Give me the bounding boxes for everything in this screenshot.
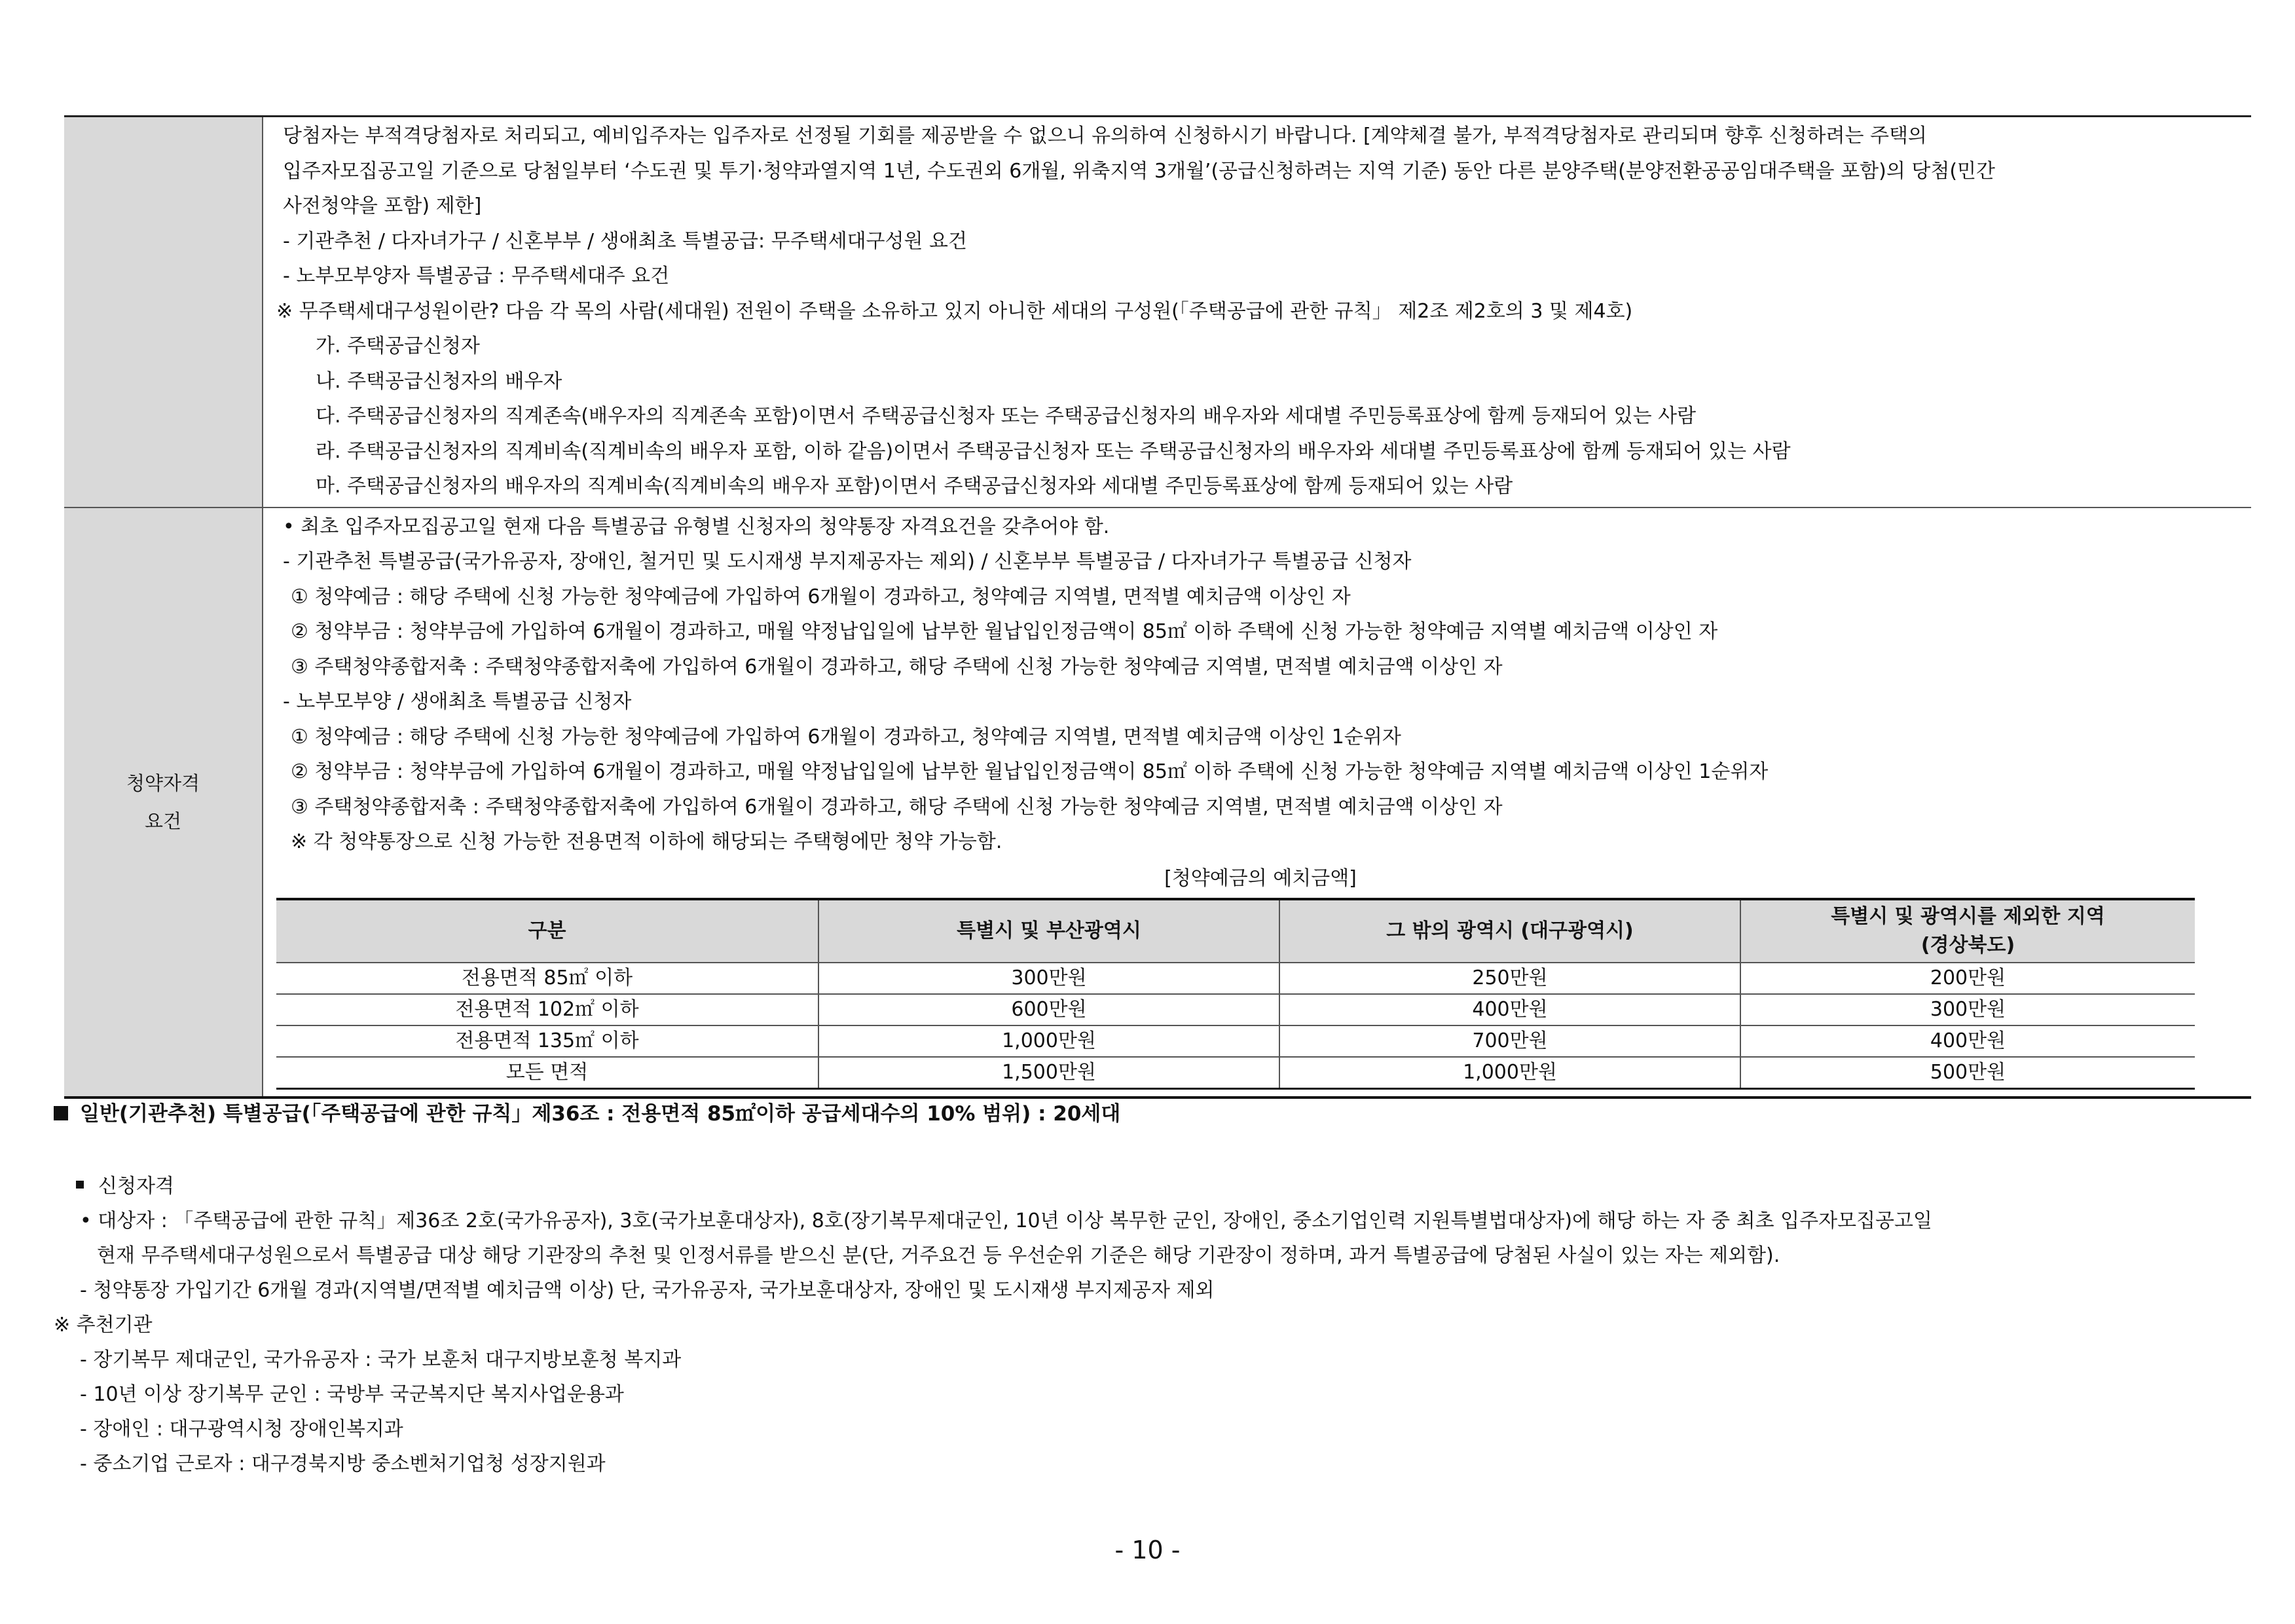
deposit-cell: 300만원	[818, 963, 1279, 994]
text-line: - 장애인 : 대구광역시청 장애인복지과	[80, 1418, 403, 1441]
text-line: 입주자모집공고일 기준으로 당첨일부터 ‘수도권 및 투기·청약과열지역 1년, 수도권외 6개월, 위축지역 3개월’(공급신청하려는 지역 기준) 동안 다른 분양주택(분양전환공공임대주택을 포함)의 당첨(민간	[283, 159, 1995, 183]
deposit-cell: 1,000만원	[818, 1025, 1279, 1057]
deposit-caption: [청약예금의 예치금액]	[1164, 866, 1357, 890]
text-line: 가. 주택공급신청자	[316, 335, 480, 358]
text-line: - 청약통장 가입기간 6개월 경과(지역별/면적별 예치금액 이상) 단, 국가유공자, 국가보훈대상자, 장애인 및 도시재생 부지제공자 제외	[80, 1279, 1215, 1302]
deposit-row	[276, 1057, 2195, 1089]
section-body	[54, 1169, 2267, 1481]
text-line: - 기관추천 / 다자녀가구 / 신혼부부 / 생애최초 특별공급: 무주택세대구성원 요건	[283, 229, 967, 253]
deposit-cell: 모든 면적	[276, 1057, 818, 1089]
text-line: - 장기복무 제대군인, 국가유공자 : 국가 보훈처 대구지방보훈청 복지과	[80, 1348, 682, 1371]
deposit-cell: 전용면적 102㎡ 이하	[276, 994, 818, 1025]
text-line: • 대상자 : 「주택공급에 관한 규칙」제36조 2호(국가유공자), 3호(국가보훈대상자), 8호(장기복무제대군인, 10년 이상 복무한 군인, 장애인, 중소기업인력 지원특별법대상자)에 해당 하는 자 중 최초 입주자모집공고일	[80, 1209, 1932, 1232]
deposit-row	[276, 963, 2195, 994]
deposit-row	[276, 1025, 2195, 1057]
deposit-cell: 500만원	[1740, 1057, 2195, 1089]
text-line: ② 청약부금 : 청약부금에 가입하여 6개월이 경과하고, 매월 약정납입일에 납부한 월납입인정금액이 85㎡ 이하 주택에 신청 가능한 청약예금 지역별 예치금액 이상인 1순위자	[291, 760, 1769, 783]
row-label-line: 요건	[144, 809, 182, 832]
row-label-line: 청약자격	[126, 771, 200, 794]
recommend-title: ※ 추천기관	[54, 1314, 153, 1337]
square-bullet-icon	[54, 1106, 68, 1120]
deposit-cell: 400만원	[1279, 994, 1740, 1025]
deposit-cell: 700만원	[1279, 1025, 1740, 1057]
deposit-row	[276, 994, 2195, 1025]
text-line: 라. 주택공급신청자의 직계비속(직계비속의 배우자 포함, 이하 같음)이면서 주택공급신청자 또는 주택공급신청자의 배우자와 세대별 주민등록표상에 함께 등재되어 있는 사람	[316, 439, 1791, 463]
deposit-cell: 300만원	[1740, 994, 2195, 1025]
row-content	[263, 507, 2251, 1098]
deposit-cell: 전용면적 85㎡ 이하	[276, 963, 818, 994]
deposit-cell: 전용면적 135㎡ 이하	[276, 1025, 818, 1057]
text-line: ③ 주택청약종합저축 : 주택청약종합저축에 가입하여 6개월이 경과하고, 해당 주택에 신청 가능한 청약예금 지역별, 면적별 예치금액 이상인 자	[291, 655, 1503, 678]
deposit-cell: 1,000만원	[1279, 1057, 1740, 1089]
deposit-header: 그 밖의 광역시 (대구광역시)	[1279, 899, 1740, 963]
text-line: ① 청약예금 : 해당 주택에 신청 가능한 청약예금에 가입하여 6개월이 경과하고, 청약예금 지역별, 면적별 예치금액 이상인 1순위자	[291, 725, 1401, 748]
deposit-header-row	[276, 899, 2195, 963]
deposit-cell: 600만원	[818, 994, 1279, 1025]
table-row	[64, 507, 2251, 1098]
eligibility-table	[64, 115, 2251, 1099]
page-number: - 10 -	[1114, 1536, 1181, 1564]
text-line: 사전청약을 포함) 제한]	[283, 194, 482, 217]
text-line: - 10년 이상 장기복무 군인 : 국방부 국군복지단 복지사업운용과	[80, 1383, 624, 1406]
deposit-cell: 1,500만원	[818, 1057, 1279, 1089]
text-line: 마. 주택공급신청자의 배우자의 직계비속(직계비속의 배우자 포함)이면서 주택공급신청자와 세대별 주민등록표상에 함께 등재되어 있는 사람	[316, 475, 1513, 498]
text-line: - 중소기업 근로자 : 대구경북지방 중소벤처기업청 성장지원과	[80, 1452, 606, 1475]
deposit-header-line: (경상북도)	[1920, 933, 2015, 957]
deposit-header: 특별시 및 부산광역시	[818, 899, 1279, 963]
deposit-header: 구분	[276, 899, 818, 963]
text-line: - 노부모부양자 특별공급 : 무주택세대주 요건	[283, 265, 670, 287]
text-line: ③ 주택청약종합저축 : 주택청약종합저축에 가입하여 6개월이 경과하고, 해당 주택에 신청 가능한 청약예금 지역별, 면적별 예치금액 이상인 자	[291, 795, 1503, 819]
text-line: ① 청약예금 : 해당 주택에 신청 가능한 청약예금에 가입하여 6개월이 경과하고, 청약예금 지역별, 면적별 예치금액 이상인 자	[291, 585, 1351, 608]
deposit-cell: 250만원	[1279, 963, 1740, 994]
text-line: ※ 무주택세대구성원이란? 다음 각 목의 사람(세대원) 전원이 주택을 소유하고 있지 아니한 세대의 구성원(「주택공급에 관한 규칙」 제2조 제2호의 3 및 제4호)	[276, 299, 1633, 323]
section-title-text: 일반(기관추천) 특별공급(「주택공급에 관한 규칙」제36조 : 전용면적 85㎡이하 공급세대수의 10% 범위) : 20세대	[80, 1102, 1121, 1126]
table-row	[64, 117, 2251, 507]
deposit-header	[1740, 899, 2195, 963]
text-line: - 노부모부양 / 생애최초 특별공급 신청자	[283, 690, 632, 713]
text-line: ② 청약부금 : 청약부금에 가입하여 6개월이 경과하고, 매월 약정납입일에 납부한 월납입인정금액이 85㎡ 이하 주택에 신청 가능한 청약예금 지역별 예치금액 이상인 자	[291, 620, 1718, 643]
row-label	[64, 117, 263, 507]
section-title	[54, 1097, 1120, 1126]
sub-heading-text: 신청자격	[98, 1175, 174, 1198]
deposit-header-line: 특별시 및 광역시를 제외한 지역	[1831, 904, 2105, 928]
deposit-cell: 400만원	[1740, 1025, 2195, 1057]
text-line: 당첨자는 부적격당첨자로 처리되고, 예비입주자는 입주자로 선정될 기회를 제공받을 수 없으니 유의하여 신청하시기 바랍니다. [계약체결 불가, 부적격당첨자로 관리되며 향후 신청하려는 주택의	[283, 124, 1927, 147]
text-line: 나. 주택공급신청자의 배우자	[316, 369, 562, 393]
small-square-bullet-icon	[76, 1181, 84, 1189]
sub-heading	[54, 1169, 2267, 1204]
text-line: 다. 주택공급신청자의 직계존속(배우자의 직계존속 포함)이면서 주택공급신청자 또는 주택공급신청자의 배우자와 세대별 주민등록표상에 함께 등재되어 있는 사람	[316, 405, 1697, 428]
text-line: • 최초 입주자모집공고일 현재 다음 특별공급 유형별 신청자의 청약통장 자격요건을 갖추어야 함.	[283, 515, 1110, 538]
deposit-cell: 200만원	[1740, 963, 2195, 994]
deposit-table	[276, 898, 2195, 1090]
text-line: 현재 무주택세대구성원으로서 특별공급 대상 해당 기관장의 추천 및 인정서류를 받으신 분(단, 거주요건 등 우선순위 기준은 해당 기관장이 정하며, 과거 특별공급에 당첨된 사실이 있는 자는 제외함).	[97, 1244, 1780, 1267]
text-line: - 기관추천 특별공급(국가유공자, 장애인, 철거민 및 도시재생 부지제공자는 제외) / 신혼부부 특별공급 / 다자녀가구 특별공급 신청자	[283, 550, 1412, 573]
text-line: ※ 각 청약통장으로 신청 가능한 전용면적 이하에 해당되는 주택형에만 청약 가능함.	[291, 830, 1002, 853]
row-content	[263, 117, 2251, 507]
row-label	[64, 507, 263, 1098]
